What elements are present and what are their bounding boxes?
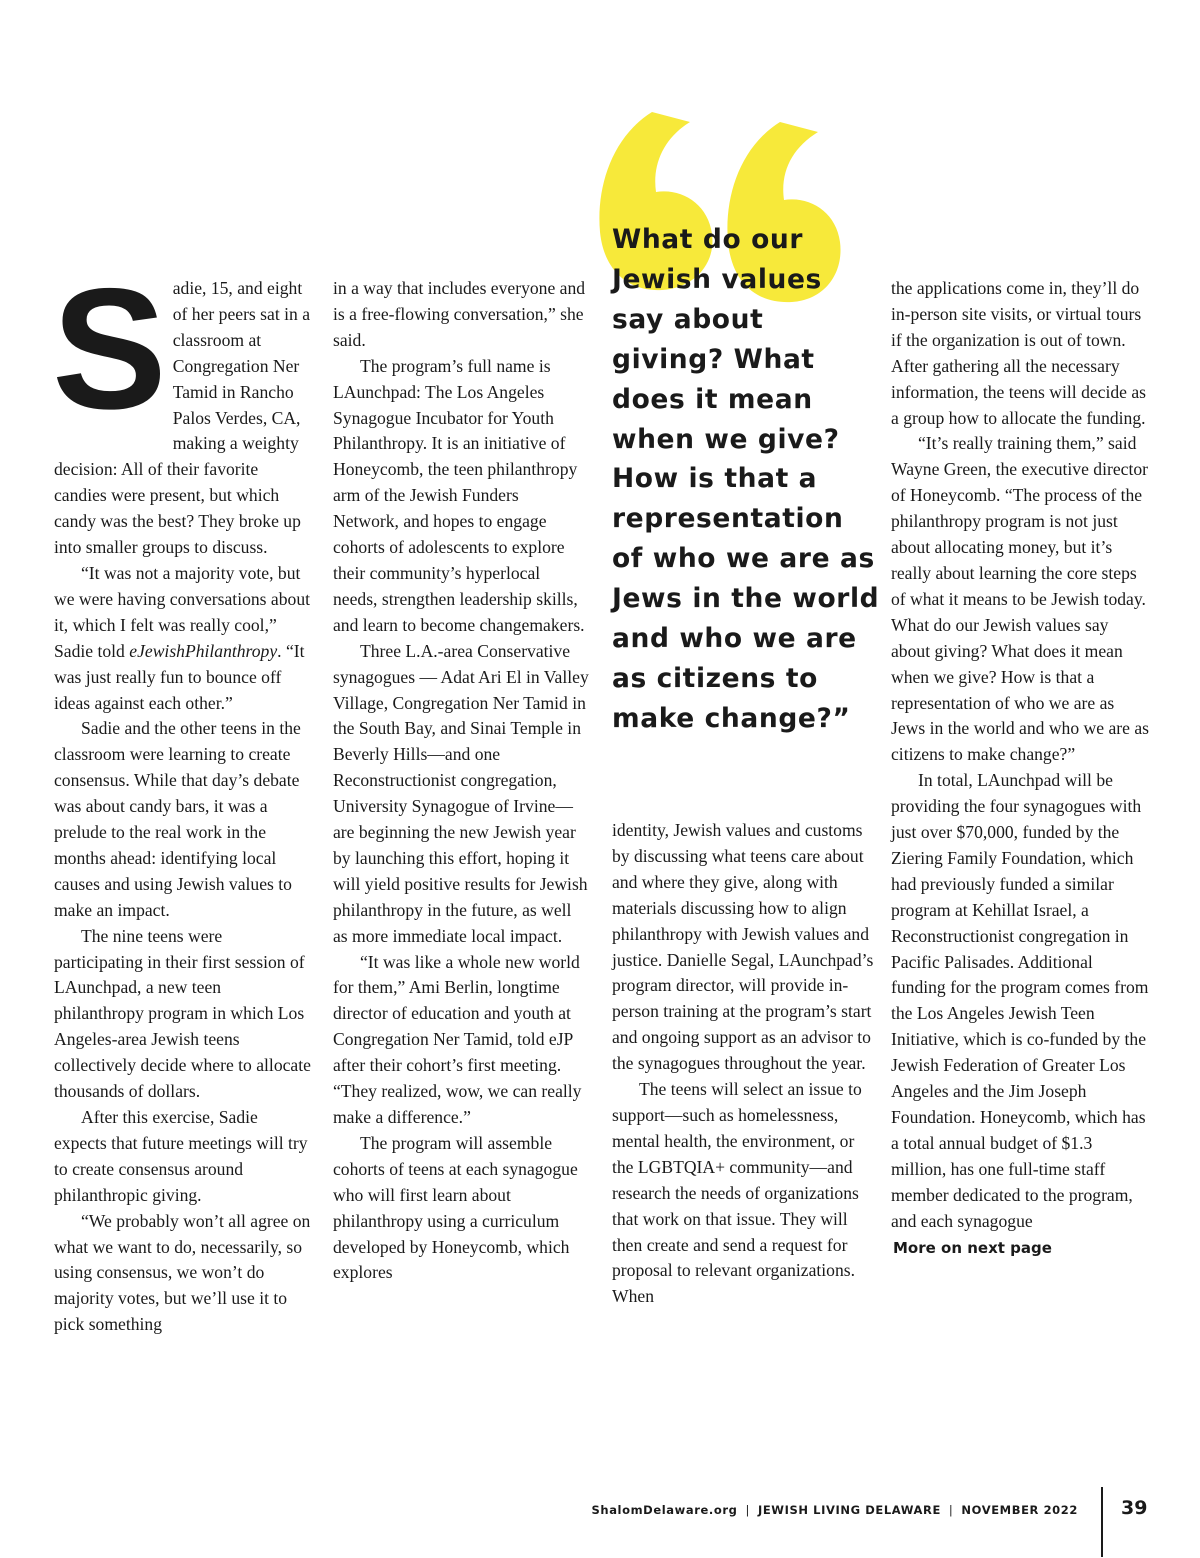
footer-site: ShalomDelaware.org xyxy=(591,1503,738,1517)
publication-name-italic: eJewishPhilanthropy xyxy=(129,640,278,661)
article-paragraph: In total, LAunchpad will be providing the four synagogues with just over $70,000, funded by the Ziering Family Foundation, which had previously funded a similar program at Kehillat Israel, a Reconstructionist congregation in Pacific Palisades. Additional funding for the program comes from the Los Angeles Jewish Teen Initiative, which is co-funded by the Jewish Federation of Greater Los Angeles and the Jim Joseph Foundation. Honeycomb, which has a total annual budget of $1.3 million, has one full-time staff member dedicated to the program, and each synagogue xyxy=(891,770,1149,1231)
article-paragraph: Sadie and the other teens in the classroom were learning to create consensus. While that day’s debate was about candy bars, it was a prelude to the real work in the months ahead: identifying local causes and using Jewish values to make an impact. xyxy=(54,718,301,920)
article-paragraph: The program’s full name is LAunchpad: The Los Angeles Synagogue Incubator for Youth Philanthropy. It is an initiative of Honeycomb, the teen philanthropy arm of the Jewish Funders Network, and hopes to engage cohorts of adolescents to explore their community’s hyperlocal needs, strengthen leadership skills, and learn to become changemakers. xyxy=(333,355,585,635)
footer-separator: | xyxy=(745,1503,750,1517)
article-column-4 xyxy=(891,276,1149,1261)
article-paragraph: “We probably won’t all agree on what we want to do, necessarily, so using consensus, we won’t do majority votes, but we’ll use it to pick something xyxy=(54,1210,311,1335)
footer-separator: | xyxy=(948,1503,954,1517)
continued-note: More on next page xyxy=(893,1238,1052,1257)
article-column-2 xyxy=(333,276,589,1286)
article-paragraph: The program will assemble cohorts of teens at each synagogue who will first learn about philanthropy using a curriculum developed by Honeycomb, which explores xyxy=(333,1132,578,1283)
article-paragraph: “It’s really training them,” said Wayne Green, the executive director of Honeycomb. “The process of the philanthropy program is not just about allocating money, but it’s really about learning the core steps of what it means to be Jewish today. What do our Jewish values say about giving? What does it mean when we give? How is that a representation of who we are as Jews in the world and who we are as citizens to make change?” xyxy=(891,433,1149,765)
footer-divider xyxy=(1101,1487,1103,1557)
article-lead-paragraph: adie, 15, and eight of her peers sat in a classroom at Congregation Ner Tamid in Rancho Palos Verdes, CA, making a weighty decision: All of their favorite candies were present, but which candy was the best? They broke up into smaller groups to discuss. xyxy=(54,278,311,558)
article-paragraph: the applications come in, they’ll do in-person site visits, or virtual tours if the organization is out of town. After gathering all the necessary information, the teens will decide as a group how to allocate the funding. xyxy=(891,278,1147,428)
page-footer xyxy=(592,1503,1078,1517)
article-paragraph: identity, Jewish values and customs by discussing what teens care about and where they give, along with materials discussing how to align philanthropy with Jewish values and justice. Danielle Segal, LAunchpad’s program director, will provide in-person training at the program’s start and ongoing support as an advisor to the synagogues throughout the year. xyxy=(612,820,874,1074)
page-number: 39 xyxy=(1121,1497,1148,1519)
article-paragraph: The teens will select an issue to support—such as homelessness, mental health, the environment, or the LGBTQIA+ community—and research the needs of organizations that work on that issue. They will then create and send a request for proposal to relevant organizations. When xyxy=(612,1079,862,1307)
article-paragraph: “It was like a whole new world for them,” Ami Berlin, longtime director of education and youth at Congregation Ner Tamid, told eJP after their cohort’s first meeting. “They realized, wow, we can really make a difference.” xyxy=(333,951,582,1127)
drop-cap: S xyxy=(52,253,163,445)
text-span: . “It was just really fun to bounce off ideas against each other.” xyxy=(54,640,305,713)
article-paragraph: in a way that includes everyone and is a free-flowing conversation,” she said. xyxy=(333,278,586,350)
article-column-3 xyxy=(612,818,874,1310)
article-paragraph: Three L.A.-area Conservative synagogues — Adat Ari El in Valley Village, Congregation Ner Tamid in the South Bay, and Sinai Temple in Beverly Hills—and one Reconstructionist congregation, University Synagogue of Irvine—are beginning the new Jewish year by launching this effort, hoping it will yield positive results for Jewish philanthropy in the future, as well as more immediate local impact. xyxy=(333,640,589,946)
footer-publication: JEWISH LIVING DELAWARE xyxy=(757,1503,941,1517)
article-paragraph xyxy=(54,561,312,716)
article-column-1 xyxy=(52,253,312,1338)
article-paragraph: The nine teens were participating in their first session of LAunchpad, a new teen philanthropy program in which Los Angeles-area Jewish teens collectively decide where to allocate thousands of dollars. xyxy=(54,925,311,1102)
footer-issue: NOVEMBER 2022 xyxy=(961,1503,1078,1517)
pull-quote: What do our Jewish values say about giving? What does it mean when we give? How is that a representation of who we are as Jews in the world and who we are as citizens to make change?” xyxy=(612,224,880,734)
article-paragraph: After this exercise, Sadie expects that future meetings will try to create consensus around philanthropic giving. xyxy=(54,1107,308,1205)
text-span: “It was not a majority vote, but we were having conversations about it, which I felt was really cool,” Sadie told xyxy=(54,562,311,661)
